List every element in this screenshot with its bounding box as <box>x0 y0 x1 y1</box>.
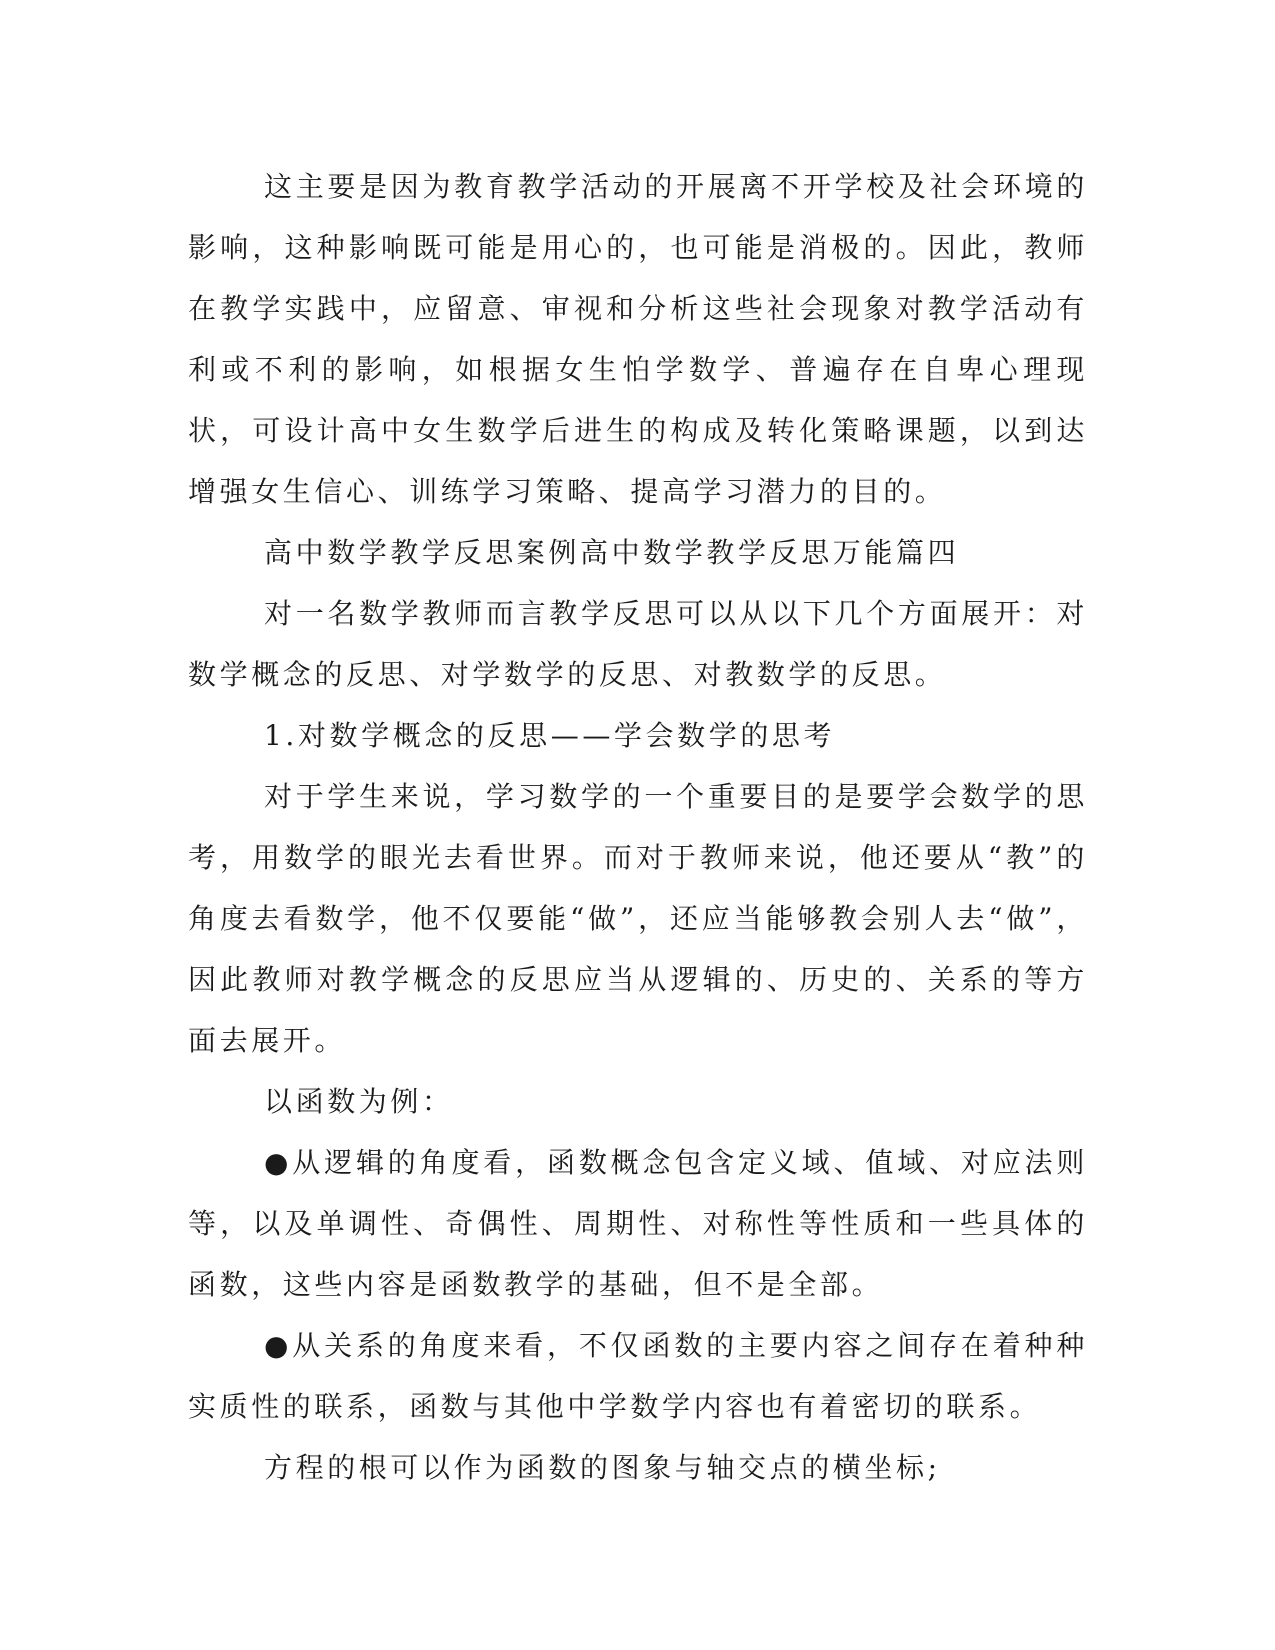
paragraph-equation-roots: 方程的根可以作为函数的图象与轴交点的横坐标; <box>264 1451 941 1484</box>
section-heading: 高中数学教学反思案例高中数学教学反思万能篇四 <box>264 536 960 569</box>
paragraph-teacher-perspective: 对于学生来说，学习数学的一个重要目的是要学会数学的思考，用数学的眼光去看世界。而对于教师来说，他还要从“教”的角度去看数学，他不仅要能“做”，还应当能够教会别人去“做”，因此教师对教学概念的反思应当从逻辑的、历史的、关系的等方面去展开。 <box>188 780 1088 1057</box>
paragraph-reflection-aspects: 对一名数学教师而言教学反思可以从以下几个方面展开：对数学概念的反思、对学数学的反思、对教数学的反思。 <box>188 597 1088 691</box>
bullet-logic-view: ●从逻辑的角度看，函数概念包含定义域、值域、对应法则等，以及单调性、奇偶性、周期性、对称性等性质和一些具体的函数，这些内容是函数教学的基础，但不是全部。 <box>188 1146 1088 1301</box>
paragraph-function-example: 以函数为例： <box>264 1085 454 1118</box>
bullet-relation-view: ●从关系的角度来看，不仅函数的主要内容之间存在着种种实质性的联系，函数与其他中学数学内容也有着密切的联系。 <box>188 1329 1088 1423</box>
document-body <box>188 156 1088 1498</box>
subheading-concept-reflection: 1.对数学概念的反思——学会数学的思考 <box>264 719 836 752</box>
paragraph-social-environment: 这主要是因为教育教学活动的开展离不开学校及社会环境的影响，这种影响既可能是用心的，也可能是消极的。因此，教师在教学实践中，应留意、审视和分析这些社会现象对教学活动有利或不利的影响，如根据女生怕学数学、普遍存在自卑心理现状，可设计高中女生数学后进生的构成及转化策略课题，以到达增强女生信心、训练学习策略、提高学习潜力的目的。 <box>188 170 1088 508</box>
